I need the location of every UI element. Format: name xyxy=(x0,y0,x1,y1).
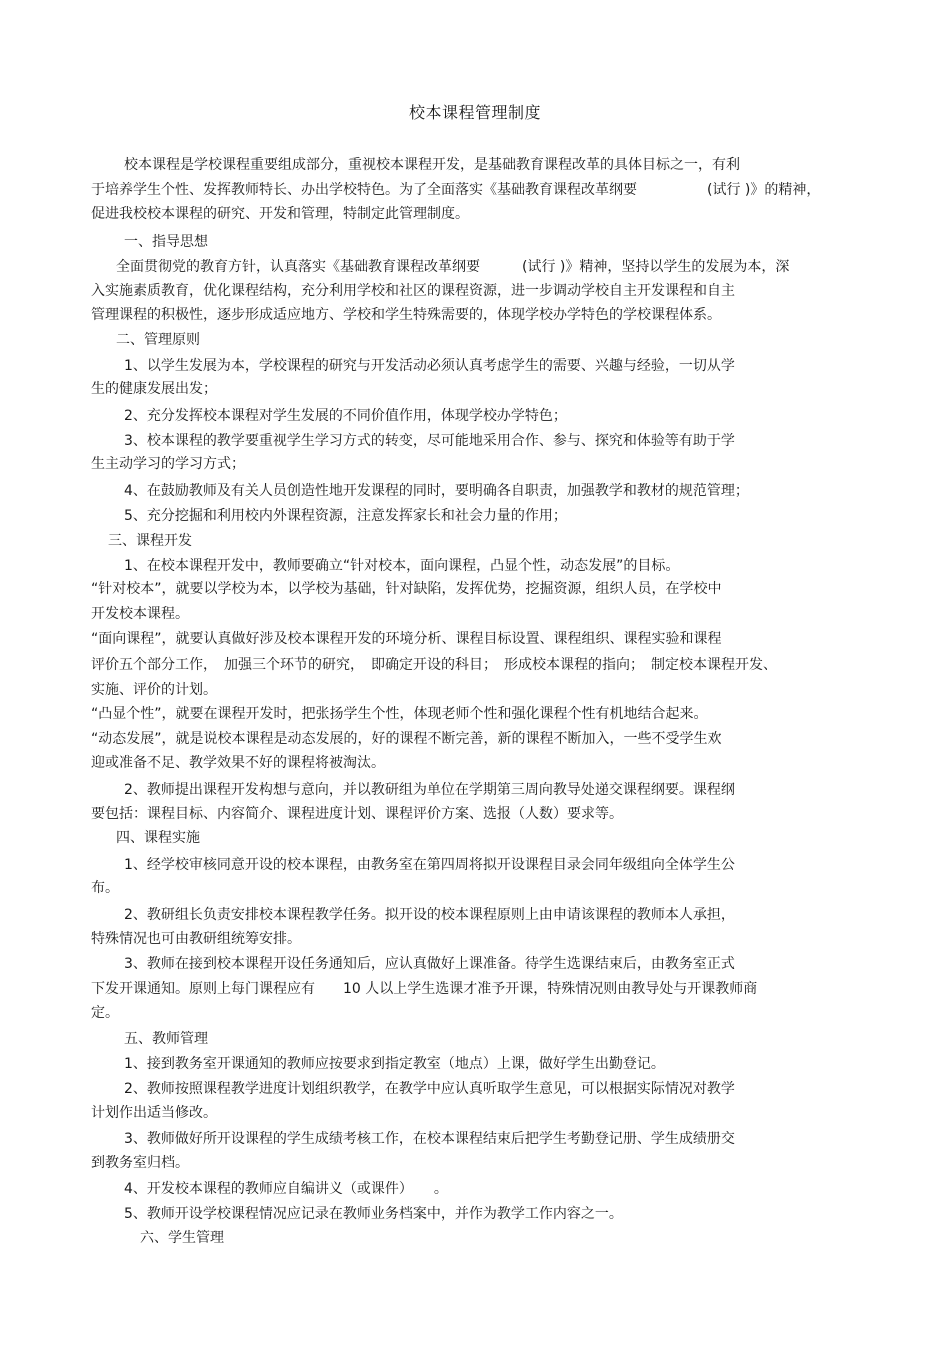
text-line: 4、开发校本课程的教师应自编讲义（或课件） 。 xyxy=(124,1181,448,1197)
text-line: 管理课程的积极性，逐步形成适应地方、学校和学生特殊需要的，体现学校办学特色的学校课程体系。 xyxy=(91,307,721,323)
text-line: 1、经学校审核同意开设的校本课程，由教务室在第四周将拟开设课程目录会同年级组向全体学生公 xyxy=(124,857,735,873)
section-heading: 二、管理原则 xyxy=(116,332,200,348)
section-heading: 四、课程实施 xyxy=(116,830,200,846)
text-line: 2、教师按照课程教学进度计划组织教学，在教学中应认真听取学生意见，可以根据实际情况对教学 xyxy=(124,1081,735,1097)
text-line: 生主动学习的学习方式； xyxy=(91,456,245,472)
text-line: “动态发展”，就是说校本课程是动态发展的，好的课程不断完善，新的课程不断加入，一些不受学生欢 xyxy=(91,731,722,747)
text-line: 评价五个部分工作， 加强三个环节的研究， 即确定开设的科目； 形成校本课程的指向； 制定校本课程开发、 xyxy=(91,657,777,673)
text-line: 1、以学生发展为本，学校课程的研究与开发活动必须认真考虑学生的需要、兴趣与经验，一切从学 xyxy=(124,358,735,374)
text-line: 3、教师在接到校本课程开设任务通知后，应认真做好上课准备。待学生选课结束后，由教务室正式 xyxy=(124,956,735,972)
text-line: 要包括：课程目标、内容简介、课程进度计划、课程评价方案、选报（人数）要求等。 xyxy=(91,806,623,822)
text-line: 全面贯彻党的教育方针，认真落实《基础教育课程改革纲要 (试行 )》精神，坚持以学生的发展为本，深 xyxy=(116,259,790,275)
text-line: 下发开课通知。原则上每门课程应有 10 人以上学生选课才准予开课，特殊情况则由教导处与开课教师商 xyxy=(91,981,758,997)
text-line: 到教务室归档。 xyxy=(91,1155,189,1171)
text-line: 3、教师做好所开设课程的学生成绩考核工作，在校本课程结束后把学生考勤登记册、学生成绩册交 xyxy=(124,1131,735,1147)
text-line: 1、接到教务室开课通知的教师应按要求到指定教室（地点）上课，做好学生出勤登记。 xyxy=(124,1056,665,1072)
text-line: 生的健康发展出发； xyxy=(91,381,217,397)
document-title: 校本课程管理制度 xyxy=(408,103,541,122)
text-line: 实施、评价的计划。 xyxy=(91,682,217,698)
text-line: 开发校本课程。 xyxy=(91,606,189,622)
text-line: 计划作出适当修改。 xyxy=(91,1105,217,1121)
text-line: 布。 xyxy=(91,880,119,896)
text-line: 2、充分发挥校本课程对学生发展的不同价值作用，体现学校办学特色； xyxy=(124,408,567,424)
text-line: 定。 xyxy=(91,1005,119,1021)
section-heading: 一、指导思想 xyxy=(124,234,208,250)
text-line: 5、教师开设学校课程情况应记录在教师业务档案中，并作为教学工作内容之一。 xyxy=(124,1206,623,1222)
text-line: “针对校本”，就要以学校为本，以学校为基础，针对缺陷，发挥优势，挖掘资源，组织人员，在学校中 xyxy=(91,581,722,597)
text-line: 4、在鼓励教师及有关人员创造性地开发课程的同时，要明确各自职责，加强教学和教材的规范管理； xyxy=(124,483,749,499)
text-line: 入实施素质教育，优化课程结构，充分利用学校和社区的课程资源，进一步调动学校自主开发课程和自主 xyxy=(91,283,735,299)
text-line: 3、校本课程的教学要重视学生学习方式的转变，尽可能地采用合作、参与、探究和体验等有助于学 xyxy=(124,433,735,449)
text-line: 促进我校校本课程的研究、开发和管理，特制定此管理制度。 xyxy=(91,206,469,222)
text-line: 2、教师提出课程开发构想与意向，并以教研组为单位在学期第三周向教导处递交课程纲要。课程纲 xyxy=(124,782,735,798)
text-line: 于培养学生个性、发挥教师特长、办出学校特色。为了全面落实《基础教育课程改革纲要 (试行 )》的精神， xyxy=(91,182,821,198)
section-heading: 五、教师管理 xyxy=(124,1031,208,1047)
text-line: 5、充分挖掘和利用校内外课程资源，注意发挥家长和社会力量的作用； xyxy=(124,508,567,524)
text-line: “凸显个性”，就要在课程开发时，把张扬学生个性，体现老师个性和强化课程个性有机地结合起来。 xyxy=(91,706,708,722)
text-line: 1、在校本课程开发中，教师要确立“针对校本，面向课程，凸显个性，动态发展”的目标。 xyxy=(124,558,680,574)
text-line: 2、教研组长负责安排校本课程教学任务。拟开设的校本课程原则上由申请该课程的教师本人承担， xyxy=(124,907,735,923)
text-line: 迎或准备不足、教学效果不好的课程将被淘汰。 xyxy=(91,755,385,771)
section-heading: 六、学生管理 xyxy=(140,1230,224,1246)
text-line: 校本课程是学校课程重要组成部分，重视校本课程开发，是基础教育课程改革的具体目标之一，有利 xyxy=(124,157,740,173)
text-line: 特殊情况也可由教研组统筹安排。 xyxy=(91,931,301,947)
section-heading: 三、课程开发 xyxy=(108,533,192,549)
text-line: “面向课程”，就要认真做好涉及校本课程开发的环境分析、课程目标设置、课程组织、课程实验和课程 xyxy=(91,631,722,647)
